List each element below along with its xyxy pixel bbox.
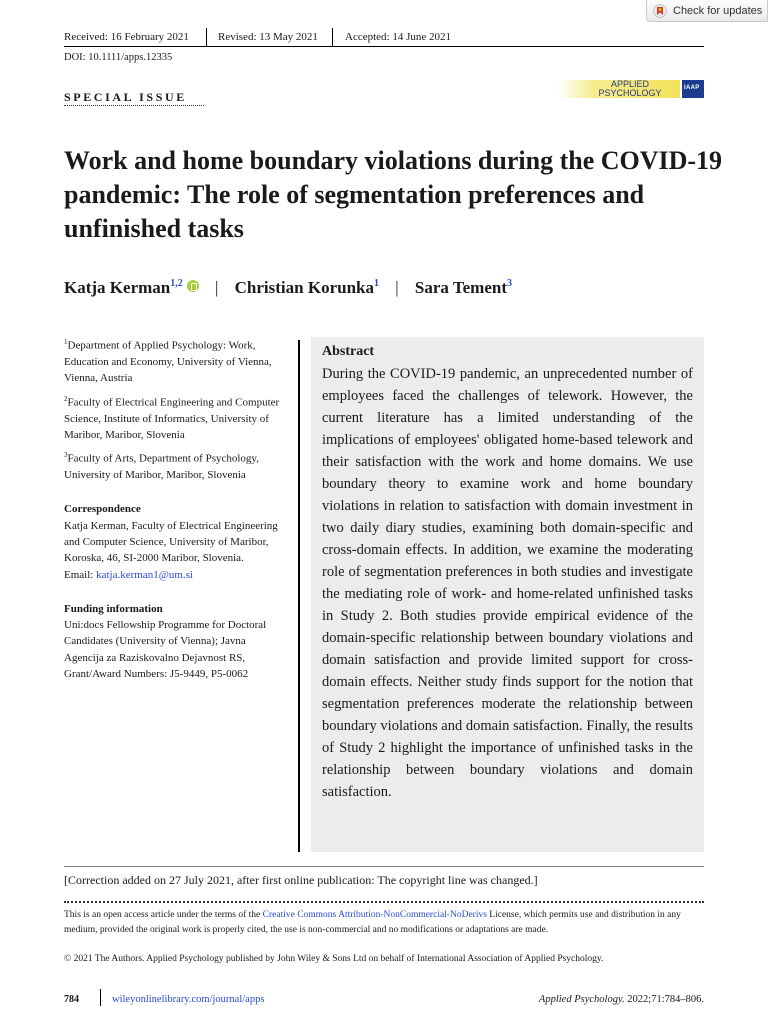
header-rule xyxy=(64,46,704,47)
doi: DOI: 10.1111/apps.12335 xyxy=(64,52,173,63)
check-for-updates-label: Check for updates xyxy=(673,4,763,17)
iaap-badge: IAAP xyxy=(682,80,704,98)
author-list xyxy=(64,278,512,298)
journal-citation: Applied Psychology. 2022;71:784–806. xyxy=(538,994,704,1005)
correction-rule xyxy=(64,866,704,867)
license-link[interactable]: Creative Commons Attribution-NonCommercial-NoDerivs xyxy=(262,910,487,920)
author-name[interactable]: Christian Korunka xyxy=(234,278,374,297)
journal-logo-line1: APPLIED xyxy=(610,79,650,89)
article-title: Work and home boundary violations during the COVID-19 pandemic: The role of segmentation preferences and unfinished tasks xyxy=(64,146,723,243)
correction-note: [Correction added on 27 July 2021, after first online publication: The copyright line was changed.] xyxy=(64,873,538,887)
author-separator: | xyxy=(395,278,399,297)
orcid-icon[interactable] xyxy=(187,280,199,292)
abstract-text: During the COVID-19 pandemic, an unprecedented number of employees faced the challenges of telework. However, the current literature has a limited understanding of the implications of employees' obligated home-based telework and their satisfaction with the work and home domains. We use boundary theory to examine work and home boundary violations in relation to satisfaction with domain investment in two daily diary studies, examining both domain-specific and cross-domain effects. In addition, we examine the moderating role of segmentation preferences in both studies and investigate the mediating role of work- and home-related unfinished tasks in Study 2. Both studies provide empirical evidence of the domain-specific relationship between boundary violations and domain satisfaction and provide limited support for cross-domain effects. Neither study finds support for the notion that segmentation preferences moderate the relationship between boundary violations and domain satisfaction. Finally, the results of Study 2 highlight the importance of unfinished tasks in the relationship between boundary violations and domain satisfaction. xyxy=(322,366,693,800)
journal-logo[interactable] xyxy=(558,80,704,98)
footer-divider xyxy=(100,989,101,1006)
author-affiliation-ref[interactable]: 1 xyxy=(373,278,379,289)
header-divider xyxy=(206,28,207,46)
page-number: 784 xyxy=(64,994,79,1005)
journal-logo-line2: PSYCHOLOGY xyxy=(598,88,662,98)
check-for-updates-button[interactable] xyxy=(646,0,768,22)
funding-text: Uni:docs Fellowship Programme for Doctoral Candidates (University of Vienna); Javna Agencija za Raziskovalno Dejavnost RS, Grant/Award Numbers: J5-9449, P5-0062 xyxy=(64,619,267,681)
correspondence-email: Email: katja.kerman1@um.si xyxy=(64,568,193,581)
header-divider xyxy=(332,28,333,46)
accepted-date: Accepted: 14 June 2021 xyxy=(345,31,451,43)
revised-date: Revised: 13 May 2021 xyxy=(218,31,318,43)
correspondence-heading: Correspondence xyxy=(64,503,141,516)
author-affiliation-ref[interactable]: 1,2 xyxy=(170,278,183,289)
correspondence-text: Katja Kerman, Faculty of Electrical Engineering and Computer Science, University of Maribor, Koroska, 46, SI-2000 Maribor, Slovenia. xyxy=(64,519,278,565)
author-name[interactable]: Katja Kerman xyxy=(64,278,171,297)
crossmark-icon xyxy=(653,4,667,18)
article-info-column xyxy=(64,334,284,682)
section-rule xyxy=(64,105,204,106)
affiliation: $^3$Faculty of Arts, Department of Psychology, University of Maribor, Maribor, Slovenia xyxy=(64,451,259,482)
affiliation: $^1$Department of Applied Psychology: Work, Education and Economy, University of Vienna, Vienna, Austria xyxy=(64,338,272,385)
abstract-heading: Abstract xyxy=(322,344,375,359)
section-label: SPECIAL ISSUE xyxy=(64,90,187,104)
affiliation: $^2$Faculty of Electrical Engineering and Computer Science, Institute of Informatics, University of Maribor, Maribor, Slovenia xyxy=(64,394,280,441)
author-separator: | xyxy=(214,278,219,297)
author-name[interactable]: Sara Tement xyxy=(414,278,507,297)
abstract-box xyxy=(311,337,704,852)
email-link[interactable]: katja.kerman1@um.si xyxy=(96,568,193,581)
abstract-divider xyxy=(298,340,300,852)
funding-heading: Funding information xyxy=(64,602,163,615)
received-date: Received: 16 February 2021 xyxy=(64,31,189,43)
author-affiliation-ref[interactable]: 3 xyxy=(506,278,512,289)
journal-url-link[interactable]: wileyonlinelibrary.com/journal/apps xyxy=(112,994,265,1005)
copyright-note: © 2021 The Authors. Applied Psychology published by John Wiley & Sons Ltd on behalf of International Association of Applied Psychology. xyxy=(64,954,604,964)
dotted-rule xyxy=(64,901,704,903)
license-note: This is an open access article under the terms of the Creative Commons Attribution-NonCommercial-NoDerivs License, which permits use and distribution in any medium, provided the original work is properly cited, the use is non-commercial and no modifications or adaptations are made. xyxy=(64,910,681,935)
